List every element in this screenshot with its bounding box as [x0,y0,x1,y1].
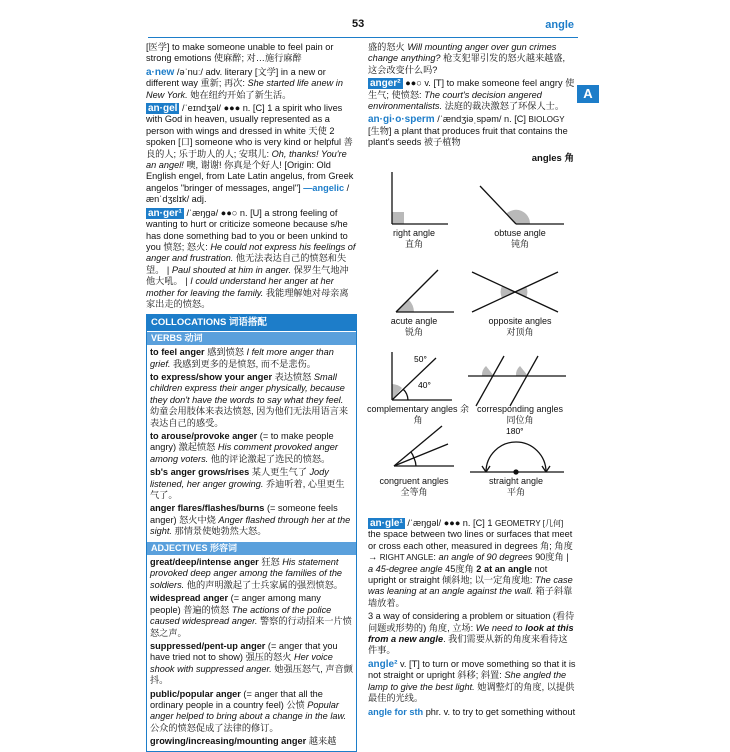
entry-anew [146,67,357,101]
angle1-pron: /ˈæŋɡəl/ ●●● n. [C] [407,518,485,528]
angle1-sense-3: 3 a way of considering a problem or situation (看待问题或形势的) 角度, 立场: [368,611,575,633]
collocation-b: suppressed/pent-up anger [150,640,266,651]
collocation-item [150,503,353,537]
entry-anger-verb [368,78,576,112]
page-number: 53 [352,18,365,30]
anger2-definition: to make someone feel angry 使生气; 使愤怒: [368,78,575,100]
angle-label-right: right angle 直角 [392,228,436,249]
collocations-verbs-list [147,345,356,541]
collocation-ex: Popular anger helped to bring about a change in the law. [150,699,347,722]
angle1-sense-1: the space between two lines or surfaces that meet or cross each other, measured in degrees 角; 角度 → [368,529,573,563]
congruent-angles-figure [394,426,454,466]
angle1-translation-1: 90度角 | [532,552,569,563]
collocation-ex: Small children express their anger physically, because they don't have the words to say what they feel. [150,371,345,405]
angle1-sense-1-number: 1 [487,518,493,528]
entry-angiosperm [368,114,576,148]
collocation-zh: 我感到更多的是愤怒, 而不是悲伤。 [170,358,316,369]
angle-label-obtuse: obtuse angle 钝角 [494,228,546,249]
entry-angle-sense-3 [368,611,576,657]
anger-translation-2: 保罗生气地冲他大吼。 [146,264,349,287]
collocation-ex: Anger flashed through her at the sight. [150,514,351,537]
entry-continuation: [医学] to make someone unable to feel pain or strong emotions 使麻醉; 对…施行麻醉 [146,42,334,64]
collocation-item [150,372,353,429]
angle-label-acute: acute angle 锐角 [390,316,438,337]
anger-translation-1: 他无法表达自己的愤怒和失望。 [146,253,347,275]
angle2-translation: 她调整灯的角度, 以提供最佳的光线。 [368,681,575,704]
collocation-zh: 警察的行动招来一片愤怒之声。 [150,616,352,638]
collocation-t: (= anger that you have tried not to show) 强压的怒火 [150,640,338,663]
collocations-box [146,314,357,751]
angel-example: Oh, thanks! You're an angel! [146,148,347,171]
angle1-translation-4: . 我们需要从新的角度来看待这件事。 [368,634,568,656]
collocation-b: to arouse/provoke anger [150,431,258,441]
angiosperm-label: BIOLOGY [528,115,565,125]
angle-for-definition: phr. v. to try to get something without [423,706,576,717]
angel-sense-2: 2 spoken [口] someone who is very kind or helpful 善良的人; 乐于助人的人; 安琪儿: [146,125,353,159]
collocation-item [150,431,353,465]
collocation-ex: Her voice shook with suppressed anger. [150,652,333,674]
angel-pron: /ˈeɪndʒəl/ ●●● n. [C] [182,103,265,114]
guide-word: angle [545,19,574,31]
collocation-t: (= anger that all the ordinary people in a country feel) 公愤 [150,688,323,710]
angle2-pron: v. [T] [400,658,420,669]
cont-example: Will mounting anger over gun crimes change anything? [368,42,557,64]
anger-pron: /ˈæŋɡə/ ●●○ n. [U] [186,207,262,218]
angle1-example-2: a 45-degree angle [368,563,443,574]
thumb-index-tab[interactable]: A [577,85,599,103]
collocations-title: COLLOCATIONS 词语搭配 [147,315,356,330]
headword-angle-for: angle for sth [368,706,424,717]
collocation-t: 表达愤怒 [272,371,314,382]
angle2-definition: to turn or move something so that it is not straight or upright 斜移; 斜置: [368,658,576,681]
entry-angle-noun [368,518,576,609]
angle1-phrase-at-an-angle: at an angle [483,563,532,574]
collocation-t: (= to make people angry) 激起愤怒 [150,431,334,453]
angel-sense-1: 1 a spirit who lives with God in heaven, usually represented as a person with wings and dressed in white 天使 [146,103,343,136]
collocation-item [150,467,353,501]
angiosperm-definition: [生物] a plant that produces fruit that contains the plant's seeds 被子植物 [368,125,568,148]
obtuse-angle-figure [480,186,564,224]
entry-angel [146,103,357,206]
headword-angle-1: an·gle¹ [370,518,403,529]
collocation-t: 狂怒 [258,557,283,568]
angle-label-complementary: complementary angles 余角 [366,404,470,425]
degree-180-label: 180° [506,426,524,437]
angles-illustration-title: angles 角 [531,152,574,164]
collocation-b: public/popular anger [150,688,241,699]
entry-angle-for [368,707,576,718]
anger2-example: The court's decision angered environmentalists. [368,89,542,112]
anger-example-2: Paul shouted at him in anger. [171,264,292,275]
collocation-item [150,347,353,370]
angle1-translation-2: 45度角 [442,563,474,574]
anger-continuation [368,42,576,76]
angle1-colon: : [433,552,439,563]
angiosperm-pron: /ˈændʒiəˌspəm/ n. [C] [437,114,526,125]
angle-label-straight: straight angle 平角 [488,476,544,497]
collocations-verbs-title: VERBS 动词 [147,332,356,345]
headword-angel: an·gel [148,103,178,115]
collocation-item [150,689,353,735]
angel-origin: [Origin: Old English engel, from Late Latin angelus, from Greek angelos "bringer of messages, angel"] [146,160,354,193]
header-rule [148,37,578,38]
anger-definition: a strong feeling of wanting to hurt or criticize someone because s/he has done something bad to you or been unkind to you 愤怒; 怒火: [146,207,348,252]
collocation-t: 越来越 [306,736,337,747]
anger-example-3: I could understand her anger at her mother for leaving the family. [146,276,334,298]
angle-label-congruent: congruent angles 全等角 [379,476,449,497]
cont-translation-1: 盛的怒火 [368,42,408,52]
right-column [368,42,576,502]
angle1-sense-2: not upright or straight 倾斜地; 以一定角度地: [368,563,548,586]
collocation-t: 某人更生气了 [249,467,310,478]
collocation-b: great/deep/intense anger [150,557,259,568]
collocation-t: (= anger among many people) 普遍的愤怒 [150,593,321,615]
entry-anger-noun: an·ger¹ /ˈæŋɡə/ ●●○ n. [U] a strong feeling of wanting to hurt or criticize someone because s/he has done something bad to you or been unkind to you 愤怒; 怒火: He could not express his feelings of anger and frustration. 他无法表达自己的愤怒和失望。 | Paul shouted at him in anger. 保罗生气地冲他大吼。 | I could understand her anger at her mother for leaving the family. 我能理解她对母亲离家出走的愤怒。 [146,207,356,309]
anew-example: She started life anew in New York. [146,78,343,100]
collocation-zh: 她强压怒气, 声音颤抖。 [150,663,353,686]
collocation-zh: 他的评论激起了选民的愤怒。 [208,453,331,464]
angelic-pron: /ænˈdʒɛlɪk/ adj. [146,182,350,205]
angle1-sense-2-number: 2 [473,563,484,574]
collocation-item [150,593,353,639]
angle1-translation-3: 箱子斜靠墙放着。 [368,586,573,608]
entry-angle-verb [368,659,576,705]
headword-anger-2: anger² [370,78,401,90]
collocation-ex: I felt more anger than grief. [150,347,334,369]
collocation-zh: 乔迪听着, 心里更生气了。 [150,478,345,501]
angel-translation: 噢, 谢谢! 你真是个好人! [186,160,282,171]
headword-angiosperm: an·gi·o·sperm [368,114,435,126]
angle2-example: She angled the lamp to give the best light. [368,670,567,692]
degree-40-label: 40° [418,380,431,391]
angle1-example-4: We need to [475,622,526,633]
collocation-t: (= someone feels anger) 怒火中烧 [150,503,338,525]
anew-pron: /əˈnuː/ adv. literary [文学] in a new or different way 重新; 再次: [146,66,326,89]
anger2-pron: ●●○ v. [T] [405,78,445,89]
collocation-t: 感到愤怒 [204,347,247,358]
collocation-item [150,557,353,591]
anew-translation: 她在纽约开始了新生活。 [190,89,292,100]
degree-50-label: 50° [414,354,427,365]
collocations-adjectives-list [147,555,356,751]
angle1-phrase-new-angle: look at this from a new angle [368,622,574,645]
right-angle-figure [392,172,448,224]
anger2-translation: 法庭的裁决激怒了环保人士。 [444,101,565,112]
collocation-ex: His comment provoked anger among voters. [150,442,338,464]
collocation-b: growing/increasing/mounting anger [150,736,307,747]
corresponding-angles-figure [468,356,566,406]
right-column-lower [368,518,576,720]
cont-translation-2: 枪支犯罪引发的怒火越来越盛, 这会改变什么吗? [368,53,566,75]
collocation-ex: Jody listened, her anger growing. [150,467,329,489]
collocation-b: to feel anger [150,347,205,358]
angle-label-corresponding: corresponding angles 同位角 [476,404,564,425]
acute-angle-figure [396,270,454,312]
collocation-ex: The actions of the police caused widespread anger. [150,604,332,627]
angle1-crossref[interactable]: RIGHT ANGLE [379,553,434,563]
headword-anger-1: an·ger¹ [148,207,182,219]
angle1-label: GEOMETRY [几何] [495,519,564,528]
anger-translation-3: 我能理解她对母亲离家出走的愤怒。 [146,287,349,309]
left-column [146,42,357,752]
collocation-b: sb's anger grows/rises [150,467,250,478]
anger-example-1: He could not express his feelings of anger and frustration. [146,241,356,264]
angelic-derivative: —angelic [303,182,345,193]
collocation-b: to express/show your anger [150,371,273,382]
collocation-zh: 公众的愤怒促成了法律的修订。 [150,722,279,733]
headword-anew: a·new [146,66,175,78]
collocation-item [150,736,353,747]
headword-angle-2: angle² [368,658,398,670]
collocations-adjectives-title: ADJECTIVES 形容词 [147,542,356,555]
straight-angle-figure [470,442,564,474]
collocation-b: anger flares/flashes/burns [150,503,265,514]
angles-illustration [368,166,576,502]
collocation-item [150,641,353,687]
collocation-b: widespread anger [150,593,229,604]
collocation-ex: His statement provoked deep anger among the families of the soldiers. [150,557,343,590]
collocation-zh: 幼童会用肢体来表达愤怒, 因为他们无法用语言来表达自己的感受。 [150,406,349,428]
collocation-zh: 他的声明激起了士兵家属的强烈愤怒。 [184,579,343,590]
angle1-example-3: The case was leaning at an angle against the wall. [368,575,573,597]
opposite-angles-figure [472,272,558,312]
angle-label-opposite: opposite angles 对顶角 [488,316,552,337]
angle1-example-1: an angle of 90 degrees [438,552,533,563]
collocation-zh: 那情景使她勃然大怒。 [171,526,267,537]
